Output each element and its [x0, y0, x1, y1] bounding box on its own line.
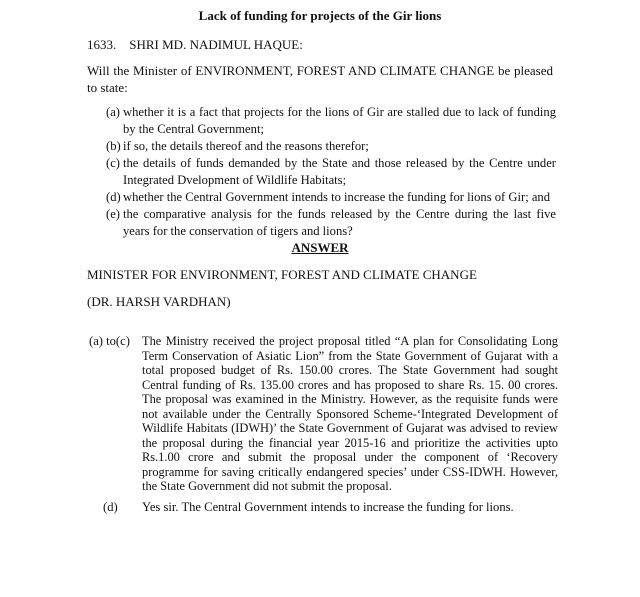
question-part-label: (b)	[106, 139, 121, 153]
question-intro: Will the Minister of ENVIRONMENT, FOREST AND CLIMATE CHANGE be pleased to state:	[87, 63, 553, 95]
document-title: Lack of funding for projects of the Gir lions	[198, 8, 442, 23]
question-part-text: if so, the details thereof and the reasons therefor;	[123, 139, 369, 153]
question-part-label: (d)	[106, 190, 121, 204]
question-part	[106, 104, 556, 138]
answer-label: (d)	[103, 500, 118, 514]
question-number-line: 1633. SHRI MD. NADIMUL HAQUE:	[87, 37, 303, 52]
question-part-label: (a)	[106, 105, 120, 119]
question-part-label: (c)	[106, 156, 120, 170]
question-part	[106, 138, 556, 155]
question-parts-list	[106, 104, 556, 240]
answer-text: The Ministry received the project proposal titled “A plan for Consolidating Long Term Conservation of Asiatic Lion” from the State Government of Gujarat with a total proposed budget of Rs. 150.00 crores. The State Government had sought Central funding of Rs. 135.00 crores and has proposed to share Rs. 15. 00 crores. The proposal was examined in the Ministry. However, as the requisite funds were not available under the Centrally Sponsored Scheme-‘Integrated Development of Wildlife Habitats (IDWH)’ the State Government of Gujarat was advised to review the proposal during the financial year 2015-16 and prioritize the activities upto Rs.1.00 crore and submit the proposal under the component of ‘Recovery programme for saving critically endangered species’ under CSS-IDWH. However, the State Government did not submit the proposal.	[142, 334, 558, 494]
question-part	[106, 155, 556, 189]
question-part-text: the details of funds demanded by the State and those released by the Centre under Integrated Dvelopment of Wildlife Habitats;	[123, 156, 556, 187]
question-part	[106, 206, 556, 240]
question-part-label: (e)	[106, 207, 120, 221]
answer-text: Yes sir. The Central Government intends to increase the funding for lions.	[142, 500, 514, 514]
question-part-text: the comparative analysis for the funds released by the Centre during the last five years for the conservation of tigers and lions?	[123, 207, 556, 238]
question-part-text: whether the Central Government intends to increase the funding for lions of Gir; and	[123, 190, 551, 204]
question-part	[106, 189, 556, 206]
minister-title: MINISTER FOR ENVIRONMENT, FOREST AND CLIMATE CHANGE	[87, 267, 477, 282]
minister-name: (DR. HARSH VARDHAN)	[87, 294, 231, 309]
answer-label: (a) to(c)	[89, 334, 130, 348]
question-part-text: whether it is a fact that projects for the lions of Gir are stalled due to lack of funding by the Central Government;	[123, 105, 556, 136]
answer-heading: ANSWER	[291, 240, 349, 255]
